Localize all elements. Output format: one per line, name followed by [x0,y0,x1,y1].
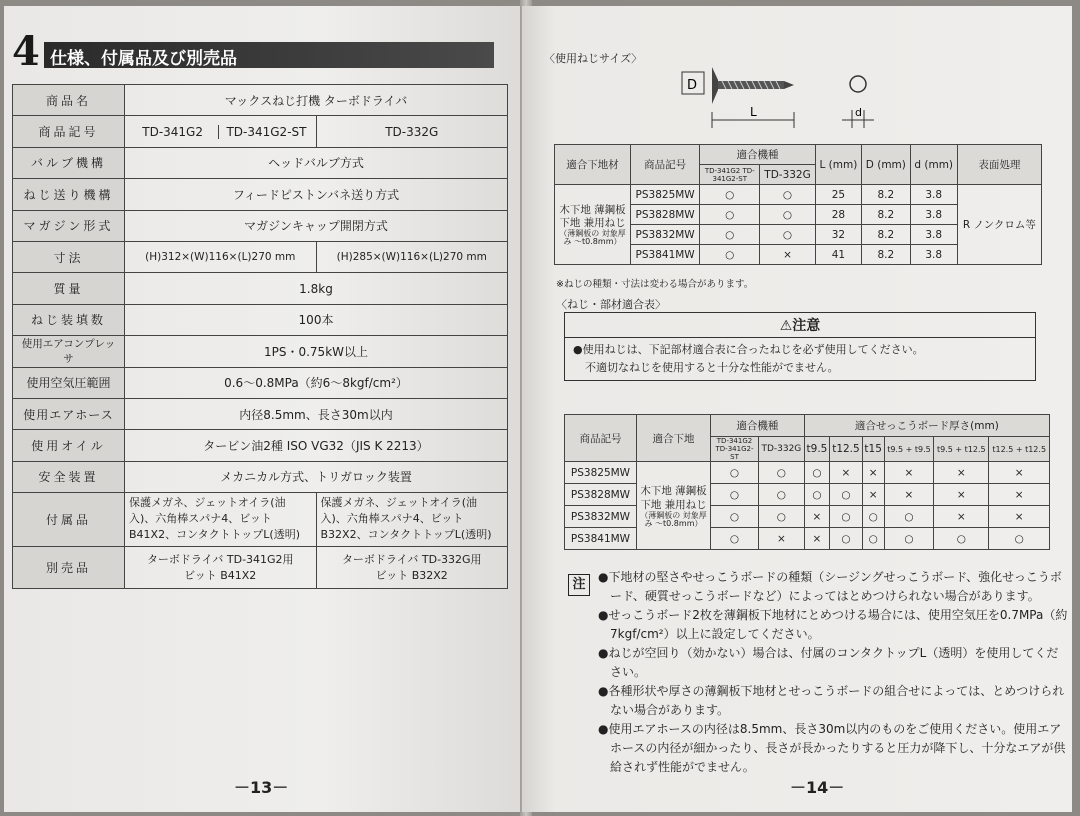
screw-header-L: L (mm) [815,145,861,185]
compat-code-3: PS3841MW [565,528,637,550]
feed-label: ねじ送り機構 [13,179,125,210]
compat-b-0: ○ [759,462,805,484]
screw-size-table [554,144,1042,265]
table-row [555,185,1042,205]
compat-v-2-4: × [934,506,989,528]
magazine-label: マガジン形式 [13,210,125,241]
option-2 [316,547,508,589]
screw-finish: R ノンクロム等 [957,185,1041,265]
section-number: 4 [12,28,40,75]
pressure-label: 使用空気圧範囲 [13,367,125,398]
valve-label: バルブ機構 [13,147,125,178]
compressor-value: 1PS・0.75kW以上 [125,336,508,367]
screw-d-0: 3.8 [910,185,957,205]
screw-note: ※ねじの種類・寸法は変わる場合があります。 [556,279,754,290]
option-1 [125,547,317,589]
screw-L-1: 28 [815,205,861,225]
name-label: 商品名 [13,85,125,116]
screw-model-b-2: ○ [760,225,816,245]
list-item: ●ねじが空回り（効かない）場合は、付属のコンタクトップL（透明）を使用してください。 [598,646,1059,679]
screw-base-sub: （薄鋼板の 対象厚み ～t0.8mm） [559,228,626,246]
table-row [13,241,508,272]
compat-v-3-1: ○ [830,528,863,550]
size-2: (H)285×(W)116×(L)270 mm [316,241,508,272]
size-1: (H)312×(W)116×(L)270 mm [125,241,317,272]
compat-v-1-2: × [862,484,884,506]
table-row [13,85,508,116]
table-row [13,210,508,241]
left-page [4,6,534,812]
screw-D-1: 8.2 [862,205,911,225]
screw-L-0: 25 [815,185,861,205]
table-row [565,415,1050,437]
dim-D: D [687,78,698,93]
magazine-value: マガジンキャップ開閉方式 [125,210,508,241]
table-row [13,147,508,178]
code-1: TD-341G2 [142,124,203,139]
list-item: ●各種形状や厚さの薄鋼板下地材とせっこうボードの組合せによっては、とめつけられない場合があります。 [598,684,1065,717]
compat-v-3-4: ○ [934,528,989,550]
compat-header-t2: t12.5 [830,437,863,462]
compat-b-1: ○ [759,484,805,506]
code-cell-a [125,116,317,147]
code-label: 商品記号 [13,116,125,147]
screw-model-b-1: ○ [760,205,816,225]
screw-header-models: 適合機種 [700,145,816,165]
compat-header-model-b: TD-332G [759,437,805,462]
screw-header-model-b: TD-332G [760,165,816,185]
table-row [13,430,508,461]
compat-b-2: ○ [759,506,805,528]
compat-v-3-5: ○ [989,528,1050,550]
screw-D-3: 8.2 [862,245,911,265]
mass-label: 質量 [13,273,125,304]
compat-v-0-2: × [862,462,884,484]
screw-model-b-3: × [760,245,816,265]
dim-d: d [855,106,862,119]
table-row [565,462,1050,484]
table-row [13,398,508,429]
oil-value: タービン油2種 ISO VG32（JIS K 2213） [125,430,508,461]
screw-model-a-3: ○ [700,245,760,265]
hose-label: 使用エアホース [13,398,125,429]
compat-v-2-0: × [804,506,829,528]
valve-value: ヘッドバルブ方式 [125,147,508,178]
caution-line-1: ●使用ねじは、下記部材適合表に合ったねじを必ず使用してください。 [573,343,924,356]
notes-badge: 注 [568,574,590,596]
table-row [555,145,1042,165]
compat-v-1-4: × [934,484,989,506]
compat-v-0-3: × [884,462,934,484]
section-title: 仕様、付属品及び別売品 [44,42,494,68]
compat-v-0-1: × [830,462,863,484]
option-1b: ビット B41X2 [184,568,257,582]
compat-a-0: ○ [711,462,759,484]
compat-v-2-3: ○ [884,506,934,528]
compat-base-sub: （薄鋼板の 対象厚み ～t0.8mm） [640,510,707,528]
name-value: マックスねじ打機 ターボドライバ [125,85,508,116]
screw-code-0: PS3825MW [631,185,700,205]
hose-value: 内径8.5mm、長さ30m以内 [125,398,508,429]
code-3: TD-332G [316,116,508,147]
table-row [13,493,508,547]
table-row [13,336,508,367]
notes-section [568,568,1068,777]
compat-b-3: × [759,528,805,550]
mass-value: 1.8kg [125,273,508,304]
dim-L: L [750,105,757,119]
screw-d-2: 3.8 [910,225,957,245]
compat-v-0-5: × [989,462,1050,484]
table-row [13,461,508,492]
caution-box [564,312,1036,381]
list-item: ●下地材の堅さやせっこうボードの種類（シージングせっこうボード、強化せっこうボード、硬質せっこうボードなど）によってはとめつけられない場合があります。 [598,570,1062,603]
compat-header-code: 商品記号 [565,415,637,462]
option-2a: ターボドライバ TD-332G用 [341,552,482,566]
screw-L-2: 32 [815,225,861,245]
screw-diagram-icon [672,62,932,142]
accessory-2: 保護メガネ、ジェットオイラ(油入)、六角棒スパナ4、ビットB32X2、コンタクトトップL(透明) [316,493,508,547]
screw-code-3: PS3841MW [631,245,700,265]
compat-v-2-5: × [989,506,1050,528]
feed-value: フィードピストンバネ送り方式 [125,179,508,210]
screw-header-finish: 表面処理 [957,145,1041,185]
safety-label: 安全装置 [13,461,125,492]
pressure-value: 0.6～0.8MPa（約6～8kgf/cm²） [125,367,508,398]
accessory-label: 付属品 [13,493,125,547]
code-2: TD-341G2-ST [218,125,313,139]
screw-header-code: 商品記号 [631,145,700,185]
compat-header-t4: t9.5 + t9.5 [884,437,934,462]
compressor-label: 使用エアコンプレッサ [13,336,125,367]
option-2b: ビット B32X2 [375,568,448,582]
compat-v-0-0: ○ [804,462,829,484]
compat-title: 〈ねじ・部材適合表〉 [556,298,666,311]
compat-v-3-0: × [804,528,829,550]
compat-table [564,414,1050,550]
compat-code-0: PS3825MW [565,462,637,484]
capacity-value: 100本 [125,304,508,335]
compat-base-cell [637,462,711,550]
compat-v-1-0: ○ [804,484,829,506]
oil-label: 使用オイル [13,430,125,461]
table-row [13,273,508,304]
accessory-1: 保護メガネ、ジェットオイラ(油入)、六角棒スパナ4、ビットB41X2、コンタクトトップL(透明) [125,493,317,547]
compat-v-2-2: ○ [862,506,884,528]
screw-L-3: 41 [815,245,861,265]
screw-model-a-1: ○ [700,205,760,225]
option-1a: ターボドライバ TD-341G2用 [146,552,294,566]
compat-code-1: PS3828MW [565,484,637,506]
list-item: ●使用エアホースの内径は8.5mm、長さ30m以内のものをご使用ください。使用エアホースの内径が細かったり、長さが長かったりすると圧力が降下し、十分なエアが供給されず性能がでません。 [598,722,1066,774]
screw-header-base: 適合下地材 [555,145,631,185]
compat-header-base: 適合下地 [637,415,711,462]
screw-d-1: 3.8 [910,205,957,225]
screw-base-cell [555,185,631,265]
right-page [522,6,1072,812]
compat-v-0-4: × [934,462,989,484]
compat-a-3: ○ [711,528,759,550]
compat-v-3-2: ○ [862,528,884,550]
screw-D-2: 8.2 [862,225,911,245]
safety-value: メカニカル方式、トリガロック装置 [125,461,508,492]
size-label: 寸法 [13,241,125,272]
capacity-label: ねじ装填数 [13,304,125,335]
option-label: 別売品 [13,547,125,589]
screw-header-D: D (mm) [862,145,911,185]
caution-body [565,338,1035,380]
compat-header-t1: t9.5 [804,437,829,462]
compat-base-text: 木下地 薄鋼板下地 兼用ねじ [640,484,707,511]
compat-code-2: PS3832MW [565,506,637,528]
screw-model-a-2: ○ [700,225,760,245]
table-row [13,116,508,147]
compat-v-1-3: × [884,484,934,506]
page-number-left: －13－ [234,778,289,797]
compat-a-2: ○ [711,506,759,528]
compat-header-t3: t15 [862,437,884,462]
notes-list [598,568,1068,777]
screw-base-text: 木下地 薄鋼板下地 兼用ねじ [559,203,626,229]
screw-code-2: PS3832MW [631,225,700,245]
compat-v-2-1: ○ [830,506,863,528]
compat-v-1-1: ○ [830,484,863,506]
table-row [13,547,508,589]
compat-a-1: ○ [711,484,759,506]
screw-code-1: PS3828MW [631,205,700,225]
table-row [13,179,508,210]
compat-header-thickness: 適合せっこうボード厚さ(mm) [804,415,1049,437]
screw-model-b-0: ○ [760,185,816,205]
spec-table [12,84,508,589]
screw-header-d: d (mm) [910,145,957,185]
page-number-right: －14－ [790,778,845,797]
screw-header-model-a: TD-341G2 TD-341G2-ST [700,165,760,185]
caution-line-2: 不適切なねじを使用すると十分な性能がでません。 [585,361,839,374]
screw-d-3: 3.8 [910,245,957,265]
list-item: ●せっこうボード2枚を薄鋼板下地材にとめつける場合には、使用空気圧を0.7MPa（約7kgf/cm²）以上に設定してください。 [598,608,1068,641]
table-row [13,367,508,398]
screw-model-a-0: ○ [700,185,760,205]
compat-header-model-a: TD-341G2 TD-341G2-ST [711,437,759,462]
compat-v-3-3: ○ [884,528,934,550]
compat-header-t6: t12.5 + t12.5 [989,437,1050,462]
compat-header-t5: t9.5 + t12.5 [934,437,989,462]
compat-header-models: 適合機種 [711,415,805,437]
screw-size-title: 〈使用ねじサイズ〉 [544,52,643,65]
table-row [13,304,508,335]
caution-title: ⚠注意 [565,313,1035,338]
screw-D-0: 8.2 [862,185,911,205]
compat-v-1-5: × [989,484,1050,506]
